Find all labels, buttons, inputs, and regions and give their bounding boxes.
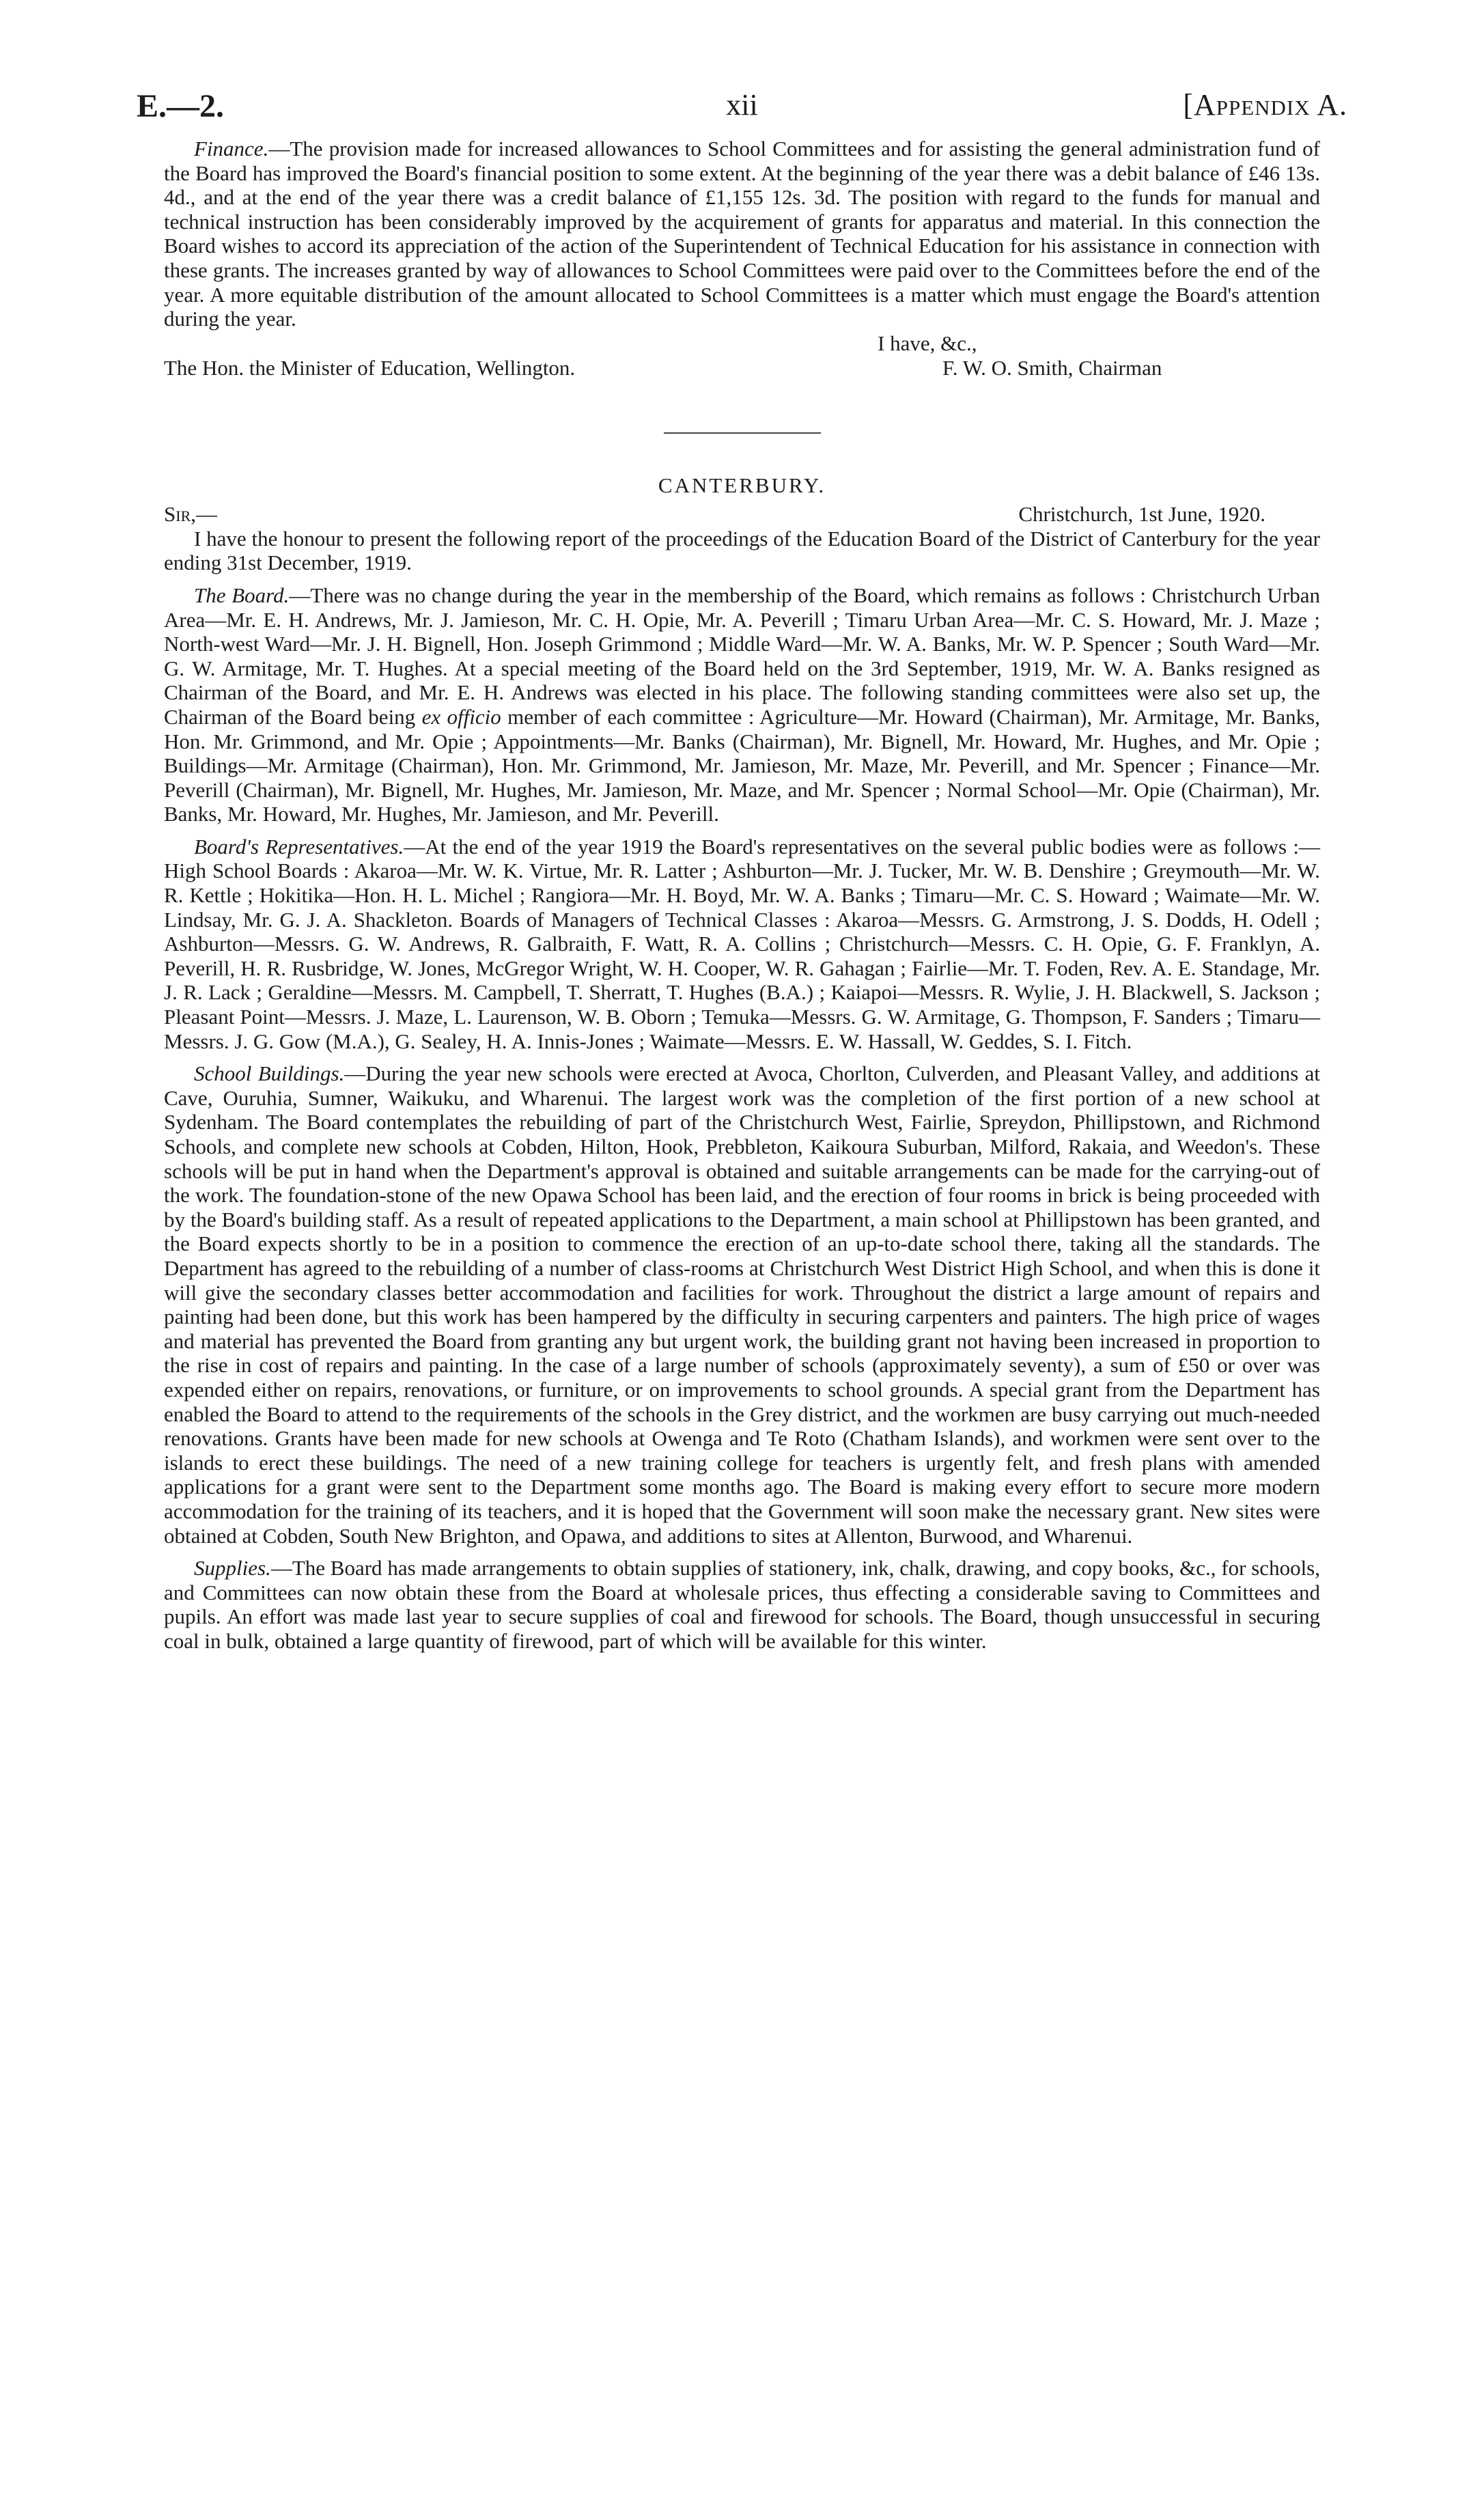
board-text-a: —There was no change during the year in the membership of the Board, which remains as follows : Christchurch Urban Area—Mr. E. H. Andrews, Mr. J. Jamieson, Mr. C. H. Opie, Mr. A. Peverill ; Timaru Urban Area—Mr. C. S. Howard, Mr. J. Maze ; North-west Ward—Mr. J. H. Bignell, Hon. Joseph Grimmond ; Middle Ward—Mr. W. A. Banks, Mr. W. P. Spencer ; South Ward—Mr. G. W. Armitage, Mr. T. Hughes. At a special meeting of the Board held on the 3rd September, 1919, Mr. W. A. Banks resigned as Chairman of the Board, and Mr. E. H. Andrews was elected in his place. The following standing committees were also set up, the Chairman of the Board being: [164, 583, 1320, 729]
salutation-line: [164, 502, 1320, 527]
board-heading: The Board.: [194, 583, 290, 607]
supplies-text: —The Board has made arrangements to obtain supplies of stationery, ink, chalk, drawing, and copy books, &c., for schools, and Committees can now obtain these from the Board at wholesale prices, thus effecting a considerable saving to Committees and pupils. An effort was made last year to secure supplies of coal and firewood for schools. The Board, though unsuccessful in securing coal in bulk, obtained a large quantity of firewood, part of which will be available for this winter.: [164, 1556, 1320, 1653]
school-buildings-heading: School Buildings.: [194, 1061, 345, 1086]
representatives-text: —At the end of the year 1919 the Board's representatives on the several public bodies were as follows :—High School Boards : Akaroa—Mr. W. K. Virtue, Mr. R. Latter ; Ashburton—Mr. J. Tucker, Mr. W. B. Denshire ; Greymouth—Mr. W. R. Kettle ; Hokitika—Hon. H. L. Michel ; Rangiora—Mr. H. Boyd, Mr. W. A. Banks ; Timaru—Mr. C. S. Howard ; Waimate—Mr. W. Lindsay, Mr. G. J. A. Shackleton. Boards of Managers of Technical Classes : Akaroa—Messrs. G. Armstrong, J. S. Dodds, H. Odell ; Ashburton—Messrs. G. W. Andrews, R. Galbraith, F. Watt, R. A. Collins ; Christchurch—Messrs. C. H. Opie, G. F. Franklyn, A. Peverill, H. R. Rusbridge, W. Jones, McGregor Wright, W. H. Cooper, W. R. Gahagan ; Fairlie—Mr. T. Foden, Rev. A. E. Standage, Mr. J. R. Lack ; Geraldine—Messrs. M. Campbell, T. Sherratt, T. Hughes (B.A.) ; Kaiapoi—Messrs. R. Wylie, J. H. Blackwell, S. Jackson ; Pleasant Point—Messrs. J. Maze, L. Laurenson, W. B. Oborn ; Temuka—Messrs. G. W. Armitage, G. Thompson, F. Sanders ; Timaru—Messrs. J. G. Gow (M.A.), G. Sealey, H. A. Innis-Jones ; Waimate—Messrs. E. W. Hassall, W. Geddes, S. I. Fitch.: [164, 834, 1320, 1053]
addressee: The Hon. the Minister of Education, Wellington.: [164, 355, 576, 380]
ex-officio-term: ex officio: [421, 704, 501, 729]
board-text-b: member of each committee : Agriculture—Mr. Howard (Chairman), Mr. Armitage, Mr. Banks, Hon. Mr. Grimmond, and Mr. Opie ; Appointments—Mr. Banks (Chairman), Mr. Bignell, Mr. Howard, Mr. Hughes, and Mr. Opie ; Buildings—Mr. Armitage (Chairman), Hon. Mr. Grimmond, Mr. Jamieson, Mr. Maze, Mr. Peverill, and Mr. Spencer ; Finance—Mr. Peverill (Chairman), Mr. Bignell, Mr. Hughes, Mr. Jamieson, Mr. Maze, and Mr. Spencer ; Normal School—Mr. Opie (Chairman), Mr. Banks, Mr. Howard, Mr. Hughes, Mr. Jamieson, and Mr. Peverill.: [164, 704, 1320, 826]
school-buildings-paragraph: [164, 1061, 1320, 1548]
closing-formula: I have, &c.,: [878, 331, 977, 355]
signatory: F. W. O. Smith, Chairman: [942, 355, 1162, 380]
representatives-paragraph: [164, 835, 1320, 1053]
header-appendix-label: [Appendix A.: [1183, 88, 1347, 122]
section-title-canterbury: CANTERBURY.: [658, 473, 826, 497]
running-header: [137, 82, 1347, 137]
closing-line: [164, 331, 1320, 356]
representatives-heading: Board's Representatives.: [194, 834, 404, 859]
board-paragraph: [164, 583, 1320, 826]
salutation: Sir,—: [164, 501, 217, 526]
finance-heading: Finance.: [194, 137, 269, 161]
place-date: Christchurch, 1st June, 1920.: [1018, 501, 1265, 526]
intro-paragraph: I have the honour to present the following report of the proceedings of the Education Board of the District of Canterbury for the year ending 31st December, 1919.: [164, 526, 1320, 575]
school-buildings-text: —During the year new schools were erected at Avoca, Chorlton, Culverden, and Pleasant Valley, and additions at Cave, Ouruhia, Sumner, Waikuku, and Wharenui. The largest work was the completion of the first portion of a new school at Sydenham. The Board contemplates the rebuilding of part of the Christchurch West, Fairlie, Spreydon, Phillipstown, and Richmond Schools, and complete new schools at Cobden, Hilton, Hook, Prebbleton, Kaikoura Suburban, Milford, Rakaia, and Weedon's. These schools will be put in hand when the Department's approval is obtained and suitable arrangements can be made for the carrying-out of the work. The foundation-stone of the new Opawa School has been laid, and the erection of four rooms in brick is being proceeded with by the Board's building staff. As a result of repeated applications to the Department, a main school at Phillipstown has been granted, and the Board expects shortly to be in a position to commence the erection of an up-to-date school there, taking all the standards. The Department has agreed to the rebuilding of a number of class-rooms at Christchurch West District High School, and when this is done it will give the secondary classes better accommodation and facilities for work. Throughout the district a large amount of repairs and painting had been done, but this work has been hampered by the difficulty in securing carpenters and painters. The high price of wages and material has prevented the Board from granting any but urgent work, the building grant not having been increased in proportion to the rise in cost of repairs and painting. In the case of a large number of schools (approximately seventy), a sum of £50 or over was expended either on repairs, renovations, or furniture, or on improvements to school grounds. A special grant from the Department has enabled the Board to attend to the requirements of the schools in the Grey district, and the workmen are busy carrying out much-needed renovations. Grants have been made for new schools at Owenga and Te Roto (Chatham Islands), and workmen were sent over to the islands to erect these buildings. The need of a new training college for teachers is urgently felt, and fresh plans with amended applications for a grant were sent to the Department some months ago. The Board is making every effort to secure more modern accommodation for the training of its teachers, and it is hoped that the Government will soon make the necessary grant. New sites were obtained at Cobden, South New Brighton, and Opawa, and additions to sites at Allenton, Burwood, and Wharenui.: [164, 1061, 1320, 1548]
finance-paragraph: [164, 137, 1320, 331]
header-page-number: xii: [726, 88, 758, 122]
section-divider: [664, 432, 821, 434]
addressee-signature-line: [164, 356, 1320, 380]
finance-text: —The provision made for increased allowances to School Committees and for assisting the general administration fund of the Board has improved the Board's financial position to some extent. At the beginning of the year there was a debit balance of £46 13s. 4d., and at the end of the year there was a credit balance of £1,155 12s. 3d. The position with regard to the funds for manual and technical instruction has been considerably improved by the acquirement of grants for apparatus and material. In this connection the Board wishes to accord its appreciation of the action of the Superintendent of Technical Education for his assistance in connection with these grants. The increases granted by way of allowances to School Committees were paid over to the Committees before the end of the year. A more equitable distribution of the amount allocated to School Committees is a matter which must engage the Board's attention during the year.: [164, 137, 1320, 331]
supplies-heading: Supplies.: [194, 1556, 271, 1580]
header-document-code: E.—2.: [137, 88, 225, 124]
supplies-paragraph: [164, 1556, 1320, 1653]
